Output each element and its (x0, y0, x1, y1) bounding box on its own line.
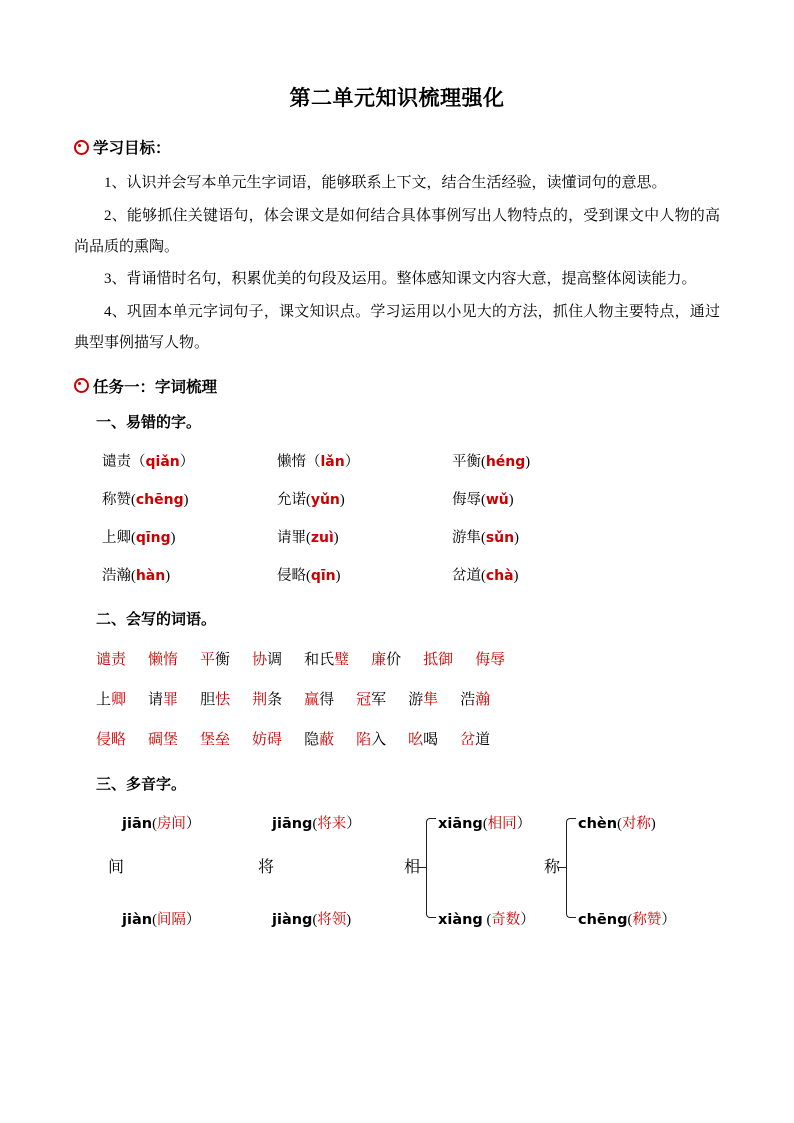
word-part-black: 调 (267, 652, 283, 668)
word-part-red: 赢 (304, 692, 320, 708)
polyphone-brace (566, 818, 576, 918)
word-part-black: 隐 (304, 732, 320, 748)
vocabulary-word (304, 688, 334, 709)
polyphone-paren-open: ( (482, 815, 488, 832)
polyphone-paren-close: ） (516, 815, 532, 832)
easy-error-pinyin: wǔ (485, 492, 509, 508)
vocabulary-word (200, 728, 230, 749)
polyphone-paren-open: ( (152, 815, 157, 832)
vocabulary-word (460, 728, 490, 749)
easy-error-pinyin: qīng (135, 530, 171, 546)
objective-item: 1、认识并会写本单元生字词语，能够联系上下文，结合生活经验，读懂词句的意思。 (104, 175, 667, 191)
easy-error-word: 平衡( (452, 454, 486, 470)
word-part-black: 得 (319, 692, 335, 708)
easy-error-word: 上卿( (102, 530, 136, 546)
easy-error-word: 称赞( (102, 492, 136, 508)
word-part-red: 协 (252, 652, 268, 668)
vocabulary-word (96, 728, 126, 749)
vocabulary-word (356, 688, 386, 709)
objective-item: 4、巩固本单元字词句子，课文知识点。学习运用以小见大的方法，抓住人物主要特点，通过典型事例描写人物。 (74, 304, 720, 351)
polyphone-paren-open: ( (482, 911, 492, 928)
word-part-black: 价 (386, 652, 402, 668)
easy-error-item (277, 488, 452, 509)
word-part-red: 懒惰 (148, 652, 179, 668)
word-part-red: 侮辱 (475, 652, 506, 668)
polyphone-base-character: 间 (108, 858, 125, 876)
word-part-red: 怯 (215, 692, 231, 708)
polyphone-paren-open: ( (617, 815, 622, 832)
easy-error-pinyin: chà (485, 568, 514, 584)
polyphone-pinyin: chēng (578, 911, 628, 928)
easy-error-item (452, 450, 627, 471)
polyphone-paren-close: ） (520, 911, 535, 928)
easy-error-paren-close: ) (339, 492, 345, 508)
word-part-red: 妨碍 (252, 732, 283, 748)
task-one-label: 任务一：字词梳理 (93, 377, 218, 396)
polyphone-base-character: 相 (404, 858, 421, 876)
word-part-red: 吆 (408, 732, 424, 748)
easy-error-word: 游隼( (452, 530, 486, 546)
easy-error-word: 谴责（ (102, 454, 146, 470)
easy-error-pinyin: hàn (135, 568, 166, 584)
easy-error-item (102, 488, 277, 509)
vocabulary-word (148, 728, 178, 749)
word-part-red: 隼 (423, 692, 439, 708)
vocabulary-word (96, 688, 126, 709)
polyphone-reading (122, 812, 200, 833)
polyphone-base-character: 称 (544, 858, 561, 876)
polyphone-pinyin: jiāng (272, 815, 313, 832)
polyphone-example-word: 间隔 (156, 911, 186, 928)
word-part-black: 军 (371, 692, 387, 708)
polyphone-example-word: 奇数 (491, 911, 521, 928)
easy-error-pinyin: qiǎn (145, 454, 180, 470)
easy-error-paren-close: ) (508, 492, 514, 508)
ring-bullet-icon (74, 378, 89, 393)
easy-error-pinyin: sǔn (485, 530, 515, 546)
word-part-red: 冠 (356, 692, 372, 708)
subsection-easy-errors-heading: 一、易错的字。 (96, 412, 202, 431)
polyphone-pinyin: jiàng (272, 911, 313, 928)
polyphone-pinyin: xiāng (438, 815, 483, 832)
polyphone-reading (122, 908, 200, 929)
word-part-black: 喝 (423, 732, 439, 748)
vocabulary-word (423, 648, 453, 669)
polyphone-paren-close: ） (346, 815, 361, 832)
word-part-red: 蔽 (319, 732, 335, 748)
easy-error-pinyin: chēng (135, 492, 184, 508)
word-part-black: 条 (267, 692, 283, 708)
polyphone-pinyin: chèn (578, 815, 618, 832)
word-part-black: 请 (148, 692, 164, 708)
easy-error-word: 岔道( (452, 568, 486, 584)
easy-error-word: 请罪( (277, 530, 311, 546)
word-part-red: 瀚 (475, 692, 491, 708)
easy-error-paren-close: ) (333, 530, 339, 546)
vocabulary-word (475, 648, 505, 669)
word-part-black: 浩 (460, 692, 476, 708)
easy-error-paren-close: ) (525, 454, 531, 470)
polyphone-paren-open: ( (312, 815, 318, 832)
easy-error-item (102, 526, 277, 547)
easy-errors-grid (74, 442, 720, 594)
vocabulary-word (371, 648, 401, 669)
easy-errors-row (102, 556, 720, 594)
vocabulary-word (460, 688, 490, 709)
word-part-black: 胆 (200, 692, 216, 708)
polyphone-reading (578, 908, 676, 929)
vocabulary-word (200, 648, 230, 669)
easy-error-word: 侮辱( (452, 492, 486, 508)
objective-item: 2、能够抓住关键语句，体会课文是如何结合具体事例写出人物特点的，受到课文中人物的高尚品质的熏陶。 (74, 207, 720, 255)
vocabulary-word (356, 728, 386, 749)
words-row (96, 639, 720, 679)
vocabulary-word (252, 728, 282, 749)
easy-errors-row (102, 480, 720, 518)
word-part-red: 平 (200, 652, 216, 668)
easy-error-paren-close: ) (170, 530, 176, 546)
easy-error-pinyin: lǎn (320, 454, 345, 470)
word-part-red: 谴责 (96, 652, 127, 668)
easy-error-pinyin: héng (485, 454, 526, 470)
word-part-black: 衡 (215, 652, 231, 668)
polyphone-paren-open: ( (312, 911, 318, 928)
easy-error-item (277, 450, 452, 471)
polyphone-paren-close: ) (346, 911, 352, 928)
word-part-red: 罪 (163, 692, 179, 708)
word-part-black: 道 (475, 732, 491, 748)
easy-error-word: 侵略( (277, 568, 311, 584)
word-part-red: 荆 (252, 692, 268, 708)
word-part-red: 侵略 (96, 732, 127, 748)
easy-error-pinyin: yǔn (310, 492, 340, 508)
objective-item: 3、背诵惜时名句，积累优美的句段及运用。整体感知课文内容大意，提高整体阅读能力。 (104, 271, 697, 288)
word-part-black: 上 (96, 692, 112, 708)
easy-error-paren-close: ) (335, 568, 341, 584)
easy-error-item (277, 564, 452, 585)
vocabulary-word (408, 728, 438, 749)
word-part-red: 堡垒 (200, 732, 231, 748)
easy-error-word: 懒惰（ (277, 454, 321, 470)
vocabulary-word (148, 688, 178, 709)
easy-error-item (277, 526, 452, 547)
polyphone-brace (426, 818, 436, 918)
vocabulary-word (304, 728, 334, 749)
vocabulary-word (200, 688, 230, 709)
polyphone-pinyin: jiān (122, 815, 153, 832)
word-part-red: 陷 (356, 732, 372, 748)
word-part-red: 碉堡 (148, 732, 179, 748)
word-part-red: 廉 (371, 652, 387, 668)
polyphone-diagram (74, 804, 720, 949)
polyphone-example-word: 将来 (317, 815, 347, 832)
word-part-red: 抵御 (423, 652, 454, 668)
vocabulary-word (148, 648, 178, 669)
polyphone-reading (272, 908, 351, 929)
learning-objectives-label: 学习目标： (93, 139, 171, 157)
polyphone-example-word: 称赞 (632, 911, 662, 928)
word-part-red: 卿 (111, 692, 127, 708)
vocabulary-word (252, 688, 282, 709)
words-to-write-grid (74, 639, 720, 759)
polyphone-reading (438, 908, 535, 929)
polyphone-paren-close: ） (185, 815, 201, 832)
polyphone-paren-close: ) (650, 815, 656, 832)
polyphone-paren-open: ( (627, 911, 633, 928)
polyphone-example-word: 对称 (621, 815, 651, 832)
subsection-words-heading: 二、会写的词语。 (96, 609, 217, 628)
polyphone-example-word: 将领 (317, 911, 347, 928)
easy-error-item (102, 450, 277, 471)
easy-error-paren-close: ) (183, 492, 189, 508)
word-part-black: 入 (371, 732, 387, 748)
vocabulary-word (96, 648, 126, 669)
polyphone-reading (272, 812, 361, 833)
polyphone-paren-open: ( (152, 911, 157, 928)
polyphone-pinyin: jiàn (122, 911, 153, 928)
easy-error-paren-close: ） (179, 454, 195, 470)
easy-error-paren-close: ) (513, 568, 519, 584)
word-part-black: 游 (408, 692, 424, 708)
task-one-heading (74, 375, 720, 397)
easy-errors-row (102, 518, 720, 556)
word-part-red: 璧 (334, 652, 350, 668)
word-part-red: 岔 (460, 732, 476, 748)
vocabulary-word (252, 648, 282, 669)
easy-error-paren-close: ) (514, 530, 519, 546)
subsection-polyphones-heading: 三、多音字。 (96, 774, 187, 793)
easy-error-item (102, 564, 277, 585)
easy-error-pinyin: zuì (310, 530, 334, 546)
polyphone-reading (578, 812, 656, 833)
polyphone-pinyin: xiàng (438, 911, 483, 928)
learning-objectives-heading (74, 136, 720, 158)
ring-bullet-icon (74, 140, 89, 155)
easy-error-pinyin: qīn (310, 568, 336, 584)
words-row (96, 679, 720, 719)
polyphone-paren-close: ） (661, 911, 676, 928)
easy-error-paren-close: ） (344, 454, 360, 470)
word-part-black: 和氏 (304, 652, 335, 668)
page-title: 第二单元知识梳理强化 (289, 86, 505, 110)
easy-error-word: 浩瀚( (102, 568, 136, 584)
polyphone-example-word: 相同 (487, 815, 517, 832)
polyphone-reading (438, 812, 531, 833)
words-row (96, 719, 720, 759)
easy-error-word: 允诺( (277, 492, 311, 508)
polyphone-base-character: 将 (258, 858, 275, 876)
easy-error-item (452, 488, 627, 509)
polyphone-paren-close: ） (185, 911, 201, 928)
easy-error-item (452, 564, 627, 585)
polyphone-example-word: 房间 (156, 815, 186, 832)
easy-error-item (452, 526, 627, 547)
vocabulary-word (304, 648, 349, 669)
vocabulary-word (408, 688, 438, 709)
easy-error-paren-close: ) (165, 568, 171, 584)
easy-errors-row (102, 442, 720, 480)
